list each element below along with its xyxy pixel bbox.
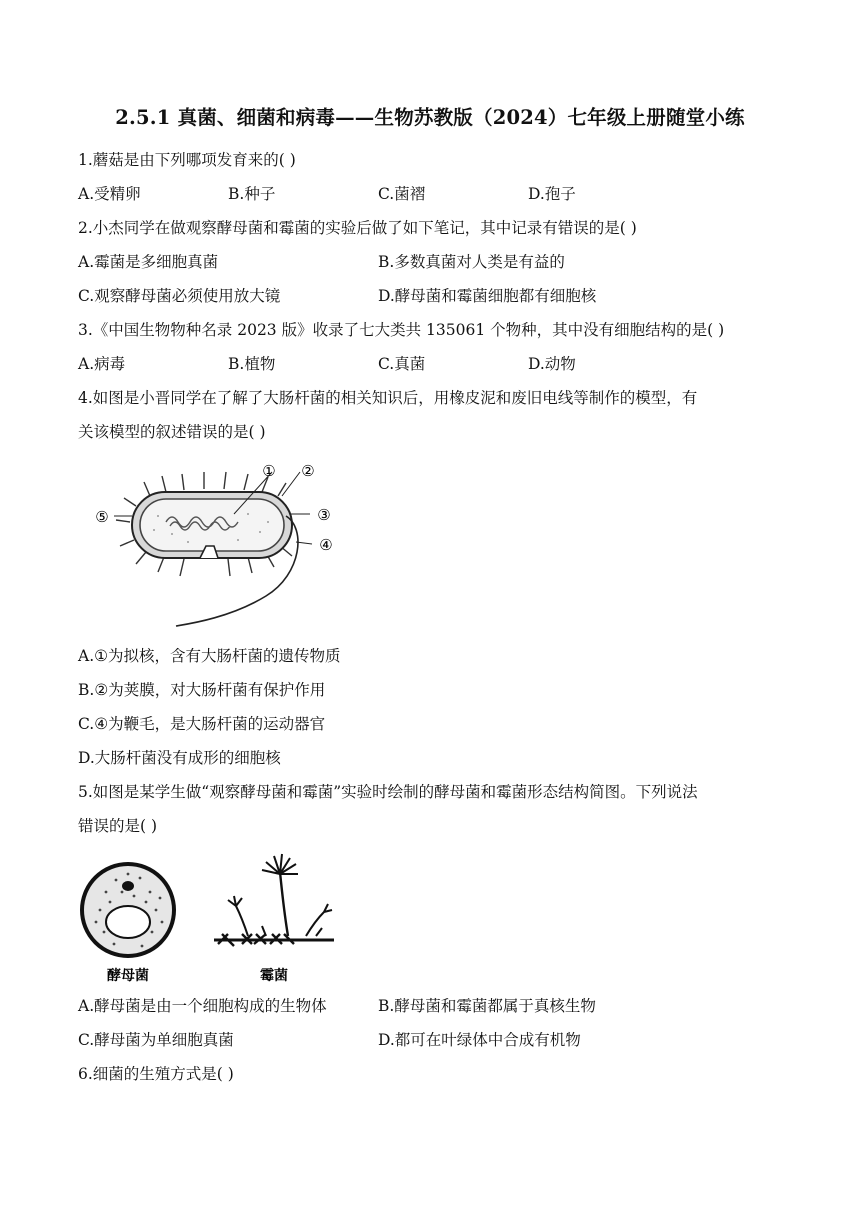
question-2-option-a: A.霉菌是多细胞真菌 [78, 253, 219, 271]
question-3-option-a: A.病毒 [78, 355, 126, 373]
bacterium-body [116, 472, 298, 626]
question-2-option-b: B.多数真菌对人类是有益的 [378, 253, 565, 271]
question-3-option-d: D.动物 [528, 355, 576, 373]
question-2-option-c: C.观察酵母菌必须使用放大镜 [78, 287, 281, 305]
question-5-option-b: B.酵母菌和霉菌都属于真核生物 [378, 997, 596, 1015]
question-5-option-a: A.酵母菌是由一个细胞构成的生物体 [78, 997, 327, 1015]
question-4-option-b: B.②为荚膜，对大肠杆菌有保护作用 [78, 681, 326, 699]
yeast-label: 酵母菌 [107, 968, 149, 984]
figure-label-4: ④ [319, 536, 333, 554]
question-4-option-c: C.④为鞭毛，是大肠杆菌的运动器官 [78, 715, 326, 733]
bacterium-model-figure [88, 456, 358, 632]
question-4-option-d: D.大肠杆菌没有成形的细胞核 [78, 749, 281, 767]
figure-label-5: ⑤ [95, 508, 109, 526]
question-5-option-c: C.酵母菌为单细胞真菌 [78, 1031, 234, 1049]
mold-drawing [214, 854, 334, 946]
question-1-option-b: B.种子 [228, 185, 276, 203]
page-title: 2.5.1 真菌、细菌和病毒——生物苏教版（2024）七年级上册随堂小练 [115, 106, 745, 129]
question-1-option-c: C.菌褶 [378, 185, 426, 203]
question-1-option-d: D.孢子 [528, 185, 576, 203]
question-2-option-d: D.酵母菌和霉菌细胞都有细胞核 [378, 287, 597, 305]
question-1-stem: 1.蘑菇是由下列哪项发育来的( ) [78, 151, 296, 169]
question-4-option-a: A.①为拟核，含有大肠杆菌的遗传物质 [78, 647, 341, 665]
question-5-stem-line-1: 5.如图是某学生做“观察酵母菌和霉菌”实验时绘制的酵母菌和霉菌形态结构简图。下列说法 [78, 783, 698, 801]
question-3-option-b: B.植物 [228, 355, 276, 373]
question-4-stem-line-2: 关该模型的叙述错误的是( ) [78, 423, 266, 441]
figure-label-1: ① [262, 462, 276, 480]
question-4-stem-line-1: 4.如图是小晋同学在了解了大肠杆菌的相关知识后，用橡皮泥和废旧电线等制作的模型，有 [78, 389, 698, 407]
figure-label-3: ③ [317, 506, 331, 524]
question-5-option-d: D.都可在叶绿体中合成有机物 [378, 1031, 581, 1049]
yeast-mold-figure [76, 852, 346, 988]
mold-label: 霉菌 [260, 968, 288, 984]
question-3-stem: 3.《中国生物物种名录 2023 版》收录了七大类共 135061 个物种，其中没有细胞结构的是( ) [78, 321, 725, 339]
question-5-stem-line-2: 错误的是( ) [78, 817, 158, 835]
question-6-stem: 6.细菌的生殖方式是( ) [78, 1065, 234, 1083]
question-3-option-c: C.真菌 [378, 355, 426, 373]
question-2-stem: 2.小杰同学在做观察酵母菌和霉菌的实验后做了如下笔记，其中记录有错误的是( ) [78, 219, 637, 237]
yeast-cell-drawing [82, 864, 174, 956]
figure-label-2: ② [301, 462, 315, 480]
question-1-option-a: A.受精卵 [78, 185, 141, 203]
